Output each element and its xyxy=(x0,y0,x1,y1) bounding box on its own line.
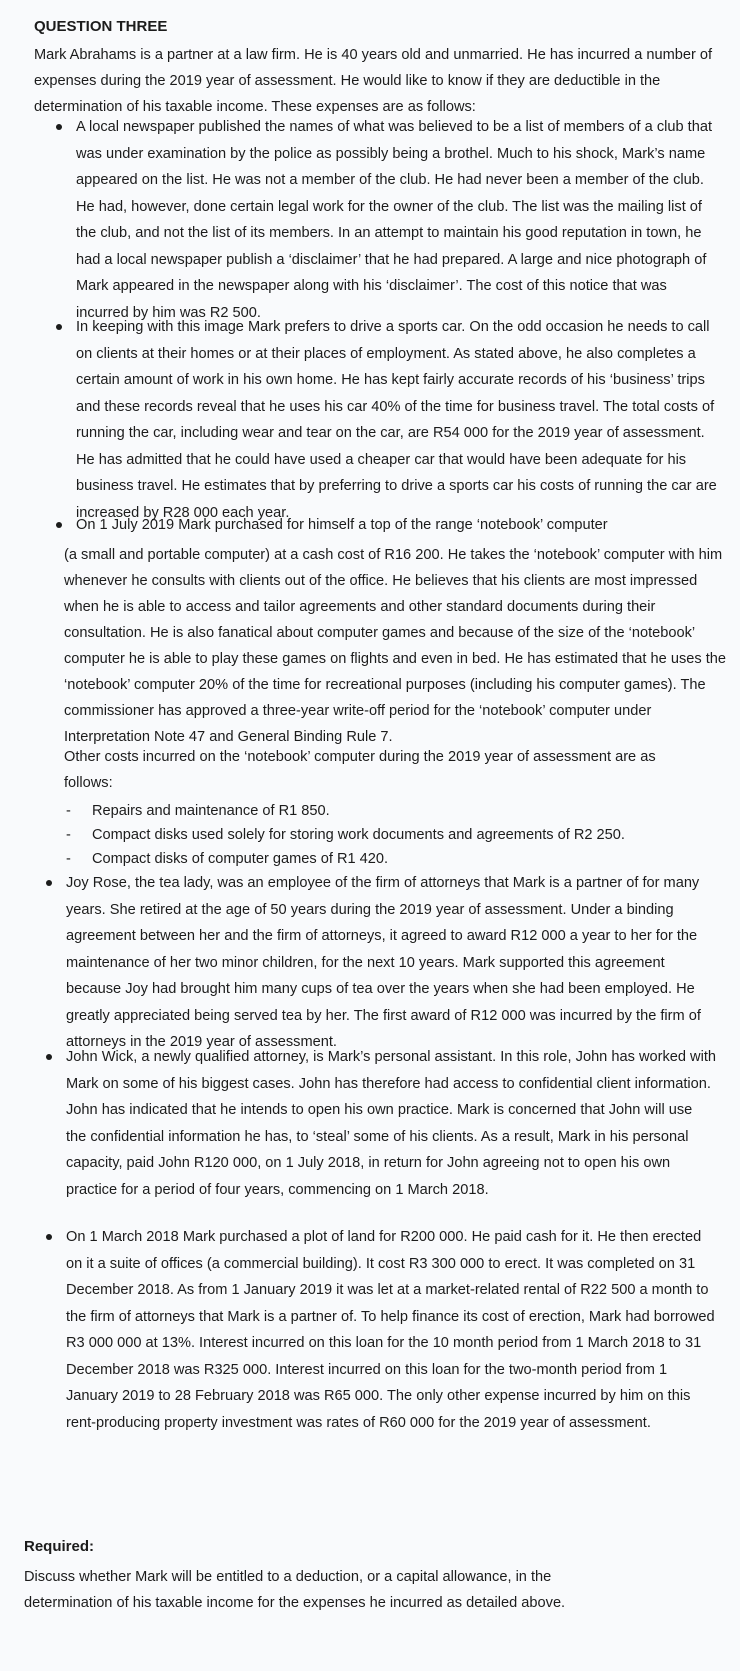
list-item xyxy=(46,1044,716,1203)
bullet-icon xyxy=(46,1054,52,1060)
bullet-icon xyxy=(56,522,62,528)
required-label: Required: xyxy=(24,1538,95,1555)
bullet-text: John Wick, a newly qualified attorney, is Mark’s personal assistant. In this role, John has worked with Mark on some of his biggest cases. John has therefore had access to confidential client information. John has indicated that he intends to open his own practice. Mark is concerned that John will use the confidential information he has, to ‘steal’ some of his clients. As a result, Mark in his personal capacity, paid John R120 000, on 1 July 2018, in return for John agreeing not to open his own practice for a period of four years, commencing on 1 March 2018. xyxy=(66,1049,716,1198)
bullet-text: On 1 July 2019 Mark purchased for himself a top of the range ‘notebook’ computer xyxy=(76,517,608,533)
other-costs-intro: Other costs incurred on the ‘notebook’ computer during the 2019 year of assessment are as follows: xyxy=(64,749,656,791)
list-item xyxy=(56,512,720,539)
bullet-text: On 1 March 2018 Mark purchased a plot of land for R200 000. He paid cash for it. He then erected on it a suite of offices (a commercial building). It cost R3 300 000 to erect. It was completed on 31 December 2018. As from 1 January 2019 it was let at a market-related rental of R22 500 a month to the firm of attorneys that Mark is a partner of. To help finance its cost of erection, Mark had borrowed R3 000 000 at 13%. Interest incurred on this loan for the 10 month period from 1 March 2018 to 31 December 2018 was R325 000. Interest incurred on this loan for the two-month period from 1 January 2019 to 28 February 2018 was R65 000. The only other expense incurred by him on this rent-producing property investment was rates of R60 000 for the 2019 year of assessment. xyxy=(66,1229,715,1431)
document-page: QUESTION THREE Mark Abrahams is a partner at a law firm. He is 40 years old and unmarried. He has incurred a number of expenses during the 2019 year of assessment. He would like to know if they are deductible in the determination of his taxable income. These expenses are as follows: A local newspaper published the names of what was believed to be a list of members of a club that was under examination by the police as possibly being a brothel. Much to his shock, Mark’s name appeared on the list. He was not a member of the club. He had never been a member of the club. He had, however, done certain legal work for the owner of the club. The list was the mailing list of the club, and not the list of its members. In an attempt to maintain his good reputation in town, he had a local newspaper publish a ‘disclaimer’ that he had prepared. A large and nice photograph of Mark appeared in the newspaper along with his ‘disclaimer’. The cost of this notice that was incurred by him was R2 500. In keeping with this image Mark prefers to drive a sports car. On the odd occasion he needs to call on clients at their homes or at their places of employment. As stated above, he also completes a certain amount of work in his own home. He has kept fairly accurate records of his ‘business’ trips and these records reveal that he uses his car 40% of the time for business travel. The total costs of running the car, including wear and tear on the car, are R54 000 for the 2019 year of assessment. He has admitted that he could have used a cheaper car that would have been adequate for his business travel. He estimates that by preferring to drive a sports car his costs of running the car are increased by R28 000 each year. On 1 July 2019 Mark purchased for himself a top of the range ‘notebook’ computer (a small and portable computer) at a cash cost of R16 200. He takes the ‘notebook’ computer with him whenever he consults with clients out of the office. He believes that his clients are most impressed when he is able to access and tailor agreements and other standard documents during their consultation. He is also fanatical about computer games and because of the size of the ‘notebook’ computer he is able to play these games on flights and even in bed. He has estimated that he uses the ‘notebook’ computer 20% of the time for recreational purposes (including his computer games). The commissioner has approved a three-year write-off period for the ‘notebook’ computer under Interpretation Note 47 and General Binding Rule 7. Other costs incurred on the ‘notebook’ computer during the 2019 year of assessment are as follows: - Repairs and maintenance of R1 850. - Compact disks used solely for storing work documents and agreements of R2 250. - Compact disks of computer games of R1 420. Joy Rose, the tea lady, was an employee of the firm of attorneys that Mark is a partner of for many years. She retired at the age of 50 years during the 2019 year of assessment. Under a binding agreement between her and the firm of attorneys, it agreed to award R12 000 a year to her for the maintenance of her two minor children, for the next 10 years. Mark supported this agreement because Joy had brought him many cups of tea over the years when she had been employed. He greatly appreciated being served tea by her. The first award of R12 000 was incurred by the firm of attorneys in the 2019 year of assessment. John Wick, a newly qualified attorney, is Mark’s personal assistant. In this role, John has worked with Mark on some of his biggest cases. John has therefore had access to confidential client information. John has indicated that he intends to open his own practice. Mark is concerned that John will use the confidential information he has, to ‘steal’ some of his clients. As a result, Mark in his personal capacity, paid John R120 000, on 1 July 2018, in return for John agreeing not to open his own practice for a period of four years, commencing on 1 March 2018. On 1 March 2018 Mark purchased a plot of land for R200 000. He paid cash for it. He then erected on it a suite of offices (a commercial building). It cost R3 300 000 to erect. It was completed on 31 December 2018. As from 1 January 2019 it was let at a market-related rental of R22 500 a month to the firm of attorneys that Mark is a partner of. To help finance its cost of erection, Mark had borrowed R3 000 000 at 13%. Interest incurred on this loan for the 10 month period from 1 March 2018 to 31 December 2018 was R325 000. Interest incurred on this loan for the two-month period from 1 January 2019 to 28 February 2018 was R65 000. The only other expense incurred by him on this rent-producing property investment was rates of R60 000 for the 2019 year of assessment. Required: Discuss whether Mark will be entitled to a deduction, or a capital allowance, in the determination of his taxable income for the expenses he incurred as detailed above. xyxy=(0,0,740,1671)
bullet-icon xyxy=(46,880,52,886)
list-item xyxy=(46,870,716,1056)
list-item xyxy=(56,314,720,526)
list-item xyxy=(46,1224,718,1436)
notebook-paragraph: (a small and portable computer) at a cash cost of R16 200. He takes the ‘notebook’ computer with him whenever he consults with clients out of the office. He believes that his clients are most impressed when he is able to access and tailor agreements and other standard documents during their consultation. He is also fanatical about computer games and because of the size of the ‘notebook’ computer he is able to play these games on flights and even in bed. He has estimated that he uses the ‘notebook’ computer 20% of the time for recreational purposes (including his computer games). The commissioner has approved a three-year write-off period for the ‘notebook’ computer under Interpretation Note 47 and General Binding Rule 7. xyxy=(64,547,726,745)
bullet-icon xyxy=(46,1234,52,1240)
bullet-text: In keeping with this image Mark prefers to drive a sports car. On the odd occasion he needs to call on clients at their homes or at their places of employment. As stated above, he also completes a certain amount of work in his own home. He has kept fairly accurate records of his ‘business’ trips and these records reveal that he uses his car 40% of the time for business travel. The total costs of running the car, including wear and tear on the car, are R54 000 for the 2019 year of assessment. He has admitted that he could have used a cheaper car that would have been adequate for his business travel. He estimates that by preferring to drive a sports car his costs of running the car are increased by R28 000 each year. xyxy=(76,319,717,521)
intro-paragraph: Mark Abrahams is a partner at a law firm. He is 40 years old and unmarried. He has incurred a number of expenses during the 2019 year of assessment. He would like to know if they are deductible in the determination of his taxable income. These expenses are as follows: xyxy=(34,47,713,115)
dash-item-text: Repairs and maintenance of R1 850. xyxy=(92,803,330,819)
list-item xyxy=(56,114,716,326)
dash-item-text: Compact disks used solely for storing work documents and agreements of R2 250. xyxy=(92,827,625,843)
bullet-icon xyxy=(56,324,62,330)
dash-item-text: Compact disks of computer games of R1 420. xyxy=(92,851,389,867)
bullet-icon xyxy=(56,124,62,130)
bullet-text: Joy Rose, the tea lady, was an employee of the firm of attorneys that Mark is a partner of for many years. She retired at the age of 50 years during the 2019 year of assessment. Under a binding agreement between her and the firm of attorneys, it agreed to award R12 000 a year to her for the maintenance of her two minor children, for the next 10 years. Mark supported this agreement because Joy had brought him many cups of tea over the years when she had been employed. He greatly appreciated being served tea by her. The first award of R12 000 was incurred by the firm of attorneys in the 2019 year of assessment. xyxy=(66,875,701,1050)
required-text: Discuss whether Mark will be entitled to a deduction, or a capital allowance, in the determination of his taxable income for the expenses he incurred as detailed above. xyxy=(24,1569,566,1611)
question-heading: QUESTION THREE xyxy=(34,18,168,35)
bullet-text: A local newspaper published the names of what was believed to be a list of members of a club that was under examination by the police as possibly being a brothel. Much to his shock, Mark’s name appeared on the list. He was not a member of the club. He had never been a member of the club. He had, however, done certain legal work for the owner of the club. The list was the mailing list of the club, and not the list of its members. In an attempt to maintain his good reputation in town, he had a local newspaper publish a ‘disclaimer’ that he had prepared. A large and nice photograph of Mark appeared in the newspaper along with his ‘disclaimer’. The cost of this notice that was incurred by him was R2 500. xyxy=(76,119,713,321)
